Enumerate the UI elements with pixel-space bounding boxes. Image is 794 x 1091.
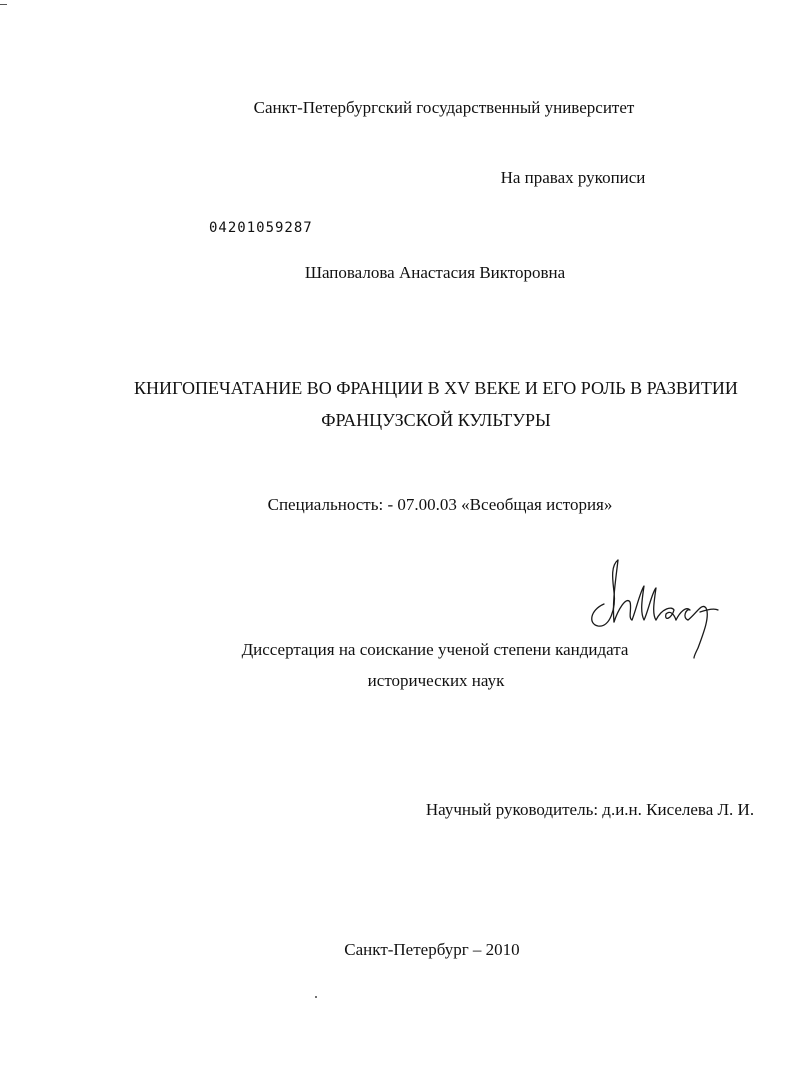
author-name: Шаповалова Анастасия Викторовна (304, 263, 566, 282)
catalog-code: 04201059287 (209, 220, 313, 236)
university-name: Санкт-Петербургский государственный университет (253, 98, 635, 117)
thesis-title-line-1: КНИГОПЕЧАТАНИЕ ВО ФРАНЦИИ В XV ВЕКЕ И ЕГО РОЛЬ В РАЗВИТИИ (134, 378, 738, 398)
specialty-line: Специальность: - 07.00.03 «Всеобщая история» (267, 495, 613, 514)
manuscript-note: На правах рукописи (500, 168, 646, 187)
thesis-title-line-2: ФРАНЦУЗСКОЙ КУЛЬТУРЫ (321, 410, 551, 430)
dissertation-line-2: исторических наук (367, 671, 505, 690)
scan-corner-mark (0, 4, 7, 5)
city-year-line: Санкт-Петербург – 2010 (344, 940, 520, 959)
scan-dot-mark (315, 996, 317, 998)
dissertation-line-1: Диссертация на соискание ученой степени кандидата (241, 640, 629, 659)
supervisor-line: Научный руководитель: д.и.н. Киселева Л. И. (425, 800, 755, 819)
